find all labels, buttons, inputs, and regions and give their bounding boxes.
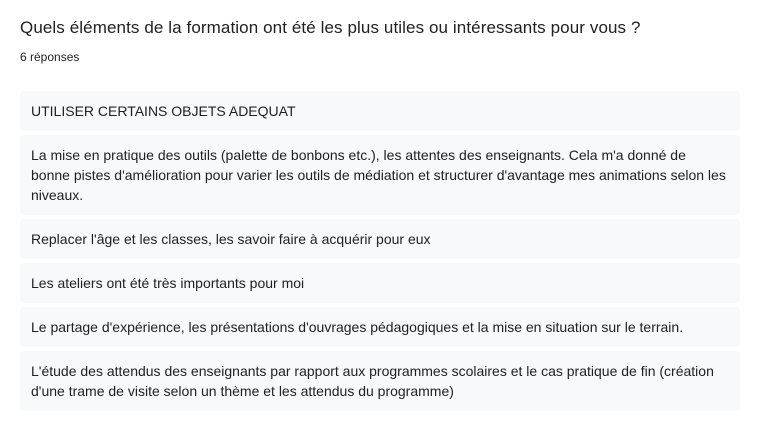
response-item: Les ateliers ont été très importants pour moi xyxy=(20,263,740,303)
response-item: Replacer l'âge et les classes, les savoir faire à acquérir pour eux xyxy=(20,219,740,259)
response-item: L'étude des attendus des enseignants par rapport aux programmes scolaires et le cas pratique de fin (création d'une trame de visite selon un thème et les attendus du programme) xyxy=(20,351,740,411)
response-count: 6 réponses xyxy=(20,50,80,64)
response-list xyxy=(20,91,740,415)
response-item: UTILISER CERTAINS OBJETS ADEQUAT xyxy=(20,91,740,131)
question-title: Quels éléments de la formation ont été les plus utiles ou intéressants pour vous ? xyxy=(20,18,641,37)
response-item: Le partage d'expérience, les présentations d'ouvrages pédagogiques et la mise en situation sur le terrain. xyxy=(20,307,740,347)
response-item: La mise en pratique des outils (palette de bonbons etc.), les attentes des enseignants. Cela m'a donné de bonne pistes d'amélioration pour varier les outils de médiation et structurer d'avantage mes animations selon les niveaux. xyxy=(20,135,740,215)
